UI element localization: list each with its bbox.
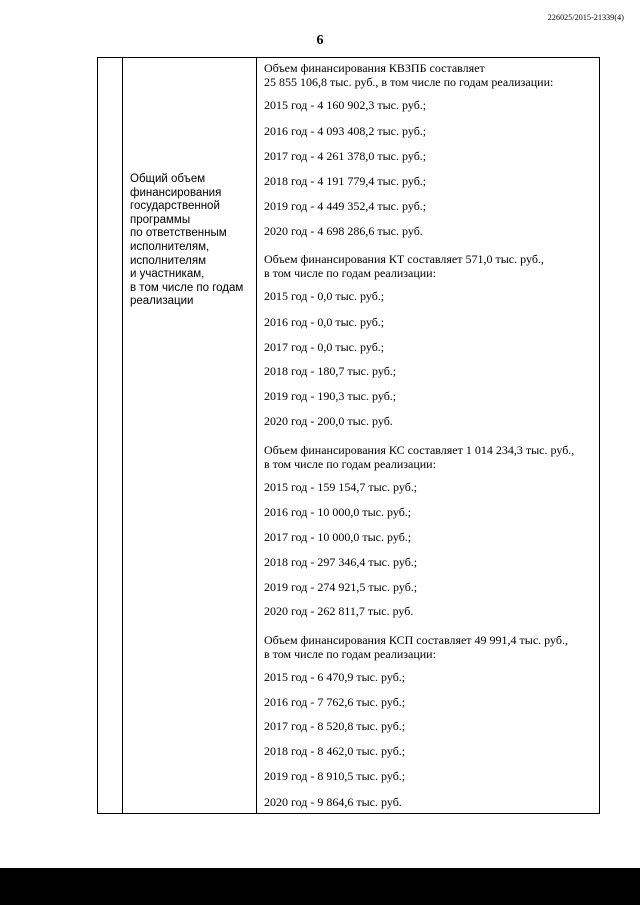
year-line: 2018 год - 297 346,4 тыс. руб.; bbox=[264, 555, 418, 569]
row-label-line: исполнителям bbox=[130, 254, 207, 267]
year-line: 2020 год - 4 698 286,6 тыс. руб. bbox=[264, 224, 423, 238]
year-line: 2016 год - 0,0 тыс. руб.; bbox=[264, 315, 385, 329]
row-label bbox=[130, 173, 256, 309]
section-header-line: Объем финансирования КС составляет 1 014 234,3 тыс. руб., bbox=[264, 443, 575, 457]
section-header-line: Объем финансирования КВЗПБ составляет bbox=[264, 61, 485, 75]
row-label-line: финансирования bbox=[130, 186, 222, 199]
year-line: 2017 год - 4 261 378,0 тыс. руб.; bbox=[264, 149, 427, 163]
year-line: 2015 год - 6 470,9 тыс. руб.; bbox=[264, 670, 406, 684]
column-divider bbox=[122, 58, 123, 813]
row-label-line: реализации bbox=[130, 295, 194, 308]
year-line: 2019 год - 4 449 352,4 тыс. руб.; bbox=[264, 199, 427, 213]
section-header-line: в том числе по годам реализации: bbox=[264, 457, 436, 471]
year-line: 2017 год - 8 520,8 тыс. руб.; bbox=[264, 719, 406, 733]
section-header-line: в том числе по годам реализации: bbox=[264, 647, 436, 661]
row-label-line: по ответственным bbox=[130, 227, 227, 240]
row-label-line: и участникам, bbox=[130, 268, 205, 281]
scan-bottom-border bbox=[0, 868, 640, 905]
year-line: 2017 год - 10 000,0 тыс. руб.; bbox=[264, 530, 412, 544]
year-line: 2018 год - 8 462,0 тыс. руб.; bbox=[264, 744, 406, 758]
row-label-line: в том числе по годам bbox=[130, 281, 244, 294]
year-line: 2018 год - 4 191 779,4 тыс. руб.; bbox=[264, 174, 427, 188]
section-header-line: 25 855 106,8 тыс. руб., в том числе по годам реализации: bbox=[264, 75, 554, 89]
section-header-line: в том числе по годам реализации: bbox=[264, 266, 436, 280]
page-number: 6 bbox=[316, 33, 324, 48]
financing-table bbox=[97, 57, 600, 814]
year-line: 2019 год - 8 910,5 тыс. руб.; bbox=[264, 769, 406, 783]
year-line: 2015 год - 4 160 902,3 тыс. руб.; bbox=[264, 98, 427, 112]
section-header-line: Объем финансирования КСП составляет 49 991,4 тыс. руб., bbox=[264, 633, 568, 647]
column-divider bbox=[256, 58, 257, 813]
year-line: 2017 год - 0,0 тыс. руб.; bbox=[264, 340, 385, 354]
year-line: 2020 год - 200,0 тыс. руб. bbox=[264, 414, 393, 428]
year-line: 2019 год - 274 921,5 тыс. руб.; bbox=[264, 580, 418, 594]
year-line: 2016 год - 10 000,0 тыс. руб.; bbox=[264, 505, 412, 519]
year-line: 2020 год - 9 864,6 тыс. руб. bbox=[264, 795, 402, 809]
section-header-line: Объем финансирования КТ составляет 571,0 тыс. руб., bbox=[264, 252, 544, 266]
row-label-line: программы bbox=[130, 213, 191, 226]
row-label-line: исполнителям, bbox=[130, 240, 210, 253]
year-line: 2018 год - 180,7 тыс. руб.; bbox=[264, 364, 397, 378]
year-line: 2019 год - 190,3 тыс. руб.; bbox=[264, 389, 397, 403]
year-line: 2015 год - 0,0 тыс. руб.; bbox=[264, 289, 385, 303]
document-number: 226025/2015-21339(4) bbox=[547, 13, 624, 22]
year-line: 2016 год - 7 762,6 тыс. руб.; bbox=[264, 695, 406, 709]
year-line: 2016 год - 4 093 408,2 тыс. руб.; bbox=[264, 124, 427, 138]
year-line: 2015 год - 159 154,7 тыс. руб.; bbox=[264, 480, 418, 494]
year-line: 2020 год - 262 811,7 тыс. руб. bbox=[264, 604, 414, 618]
row-label-line: Общий объем bbox=[130, 173, 206, 185]
row-label-line: государственной bbox=[130, 200, 220, 213]
